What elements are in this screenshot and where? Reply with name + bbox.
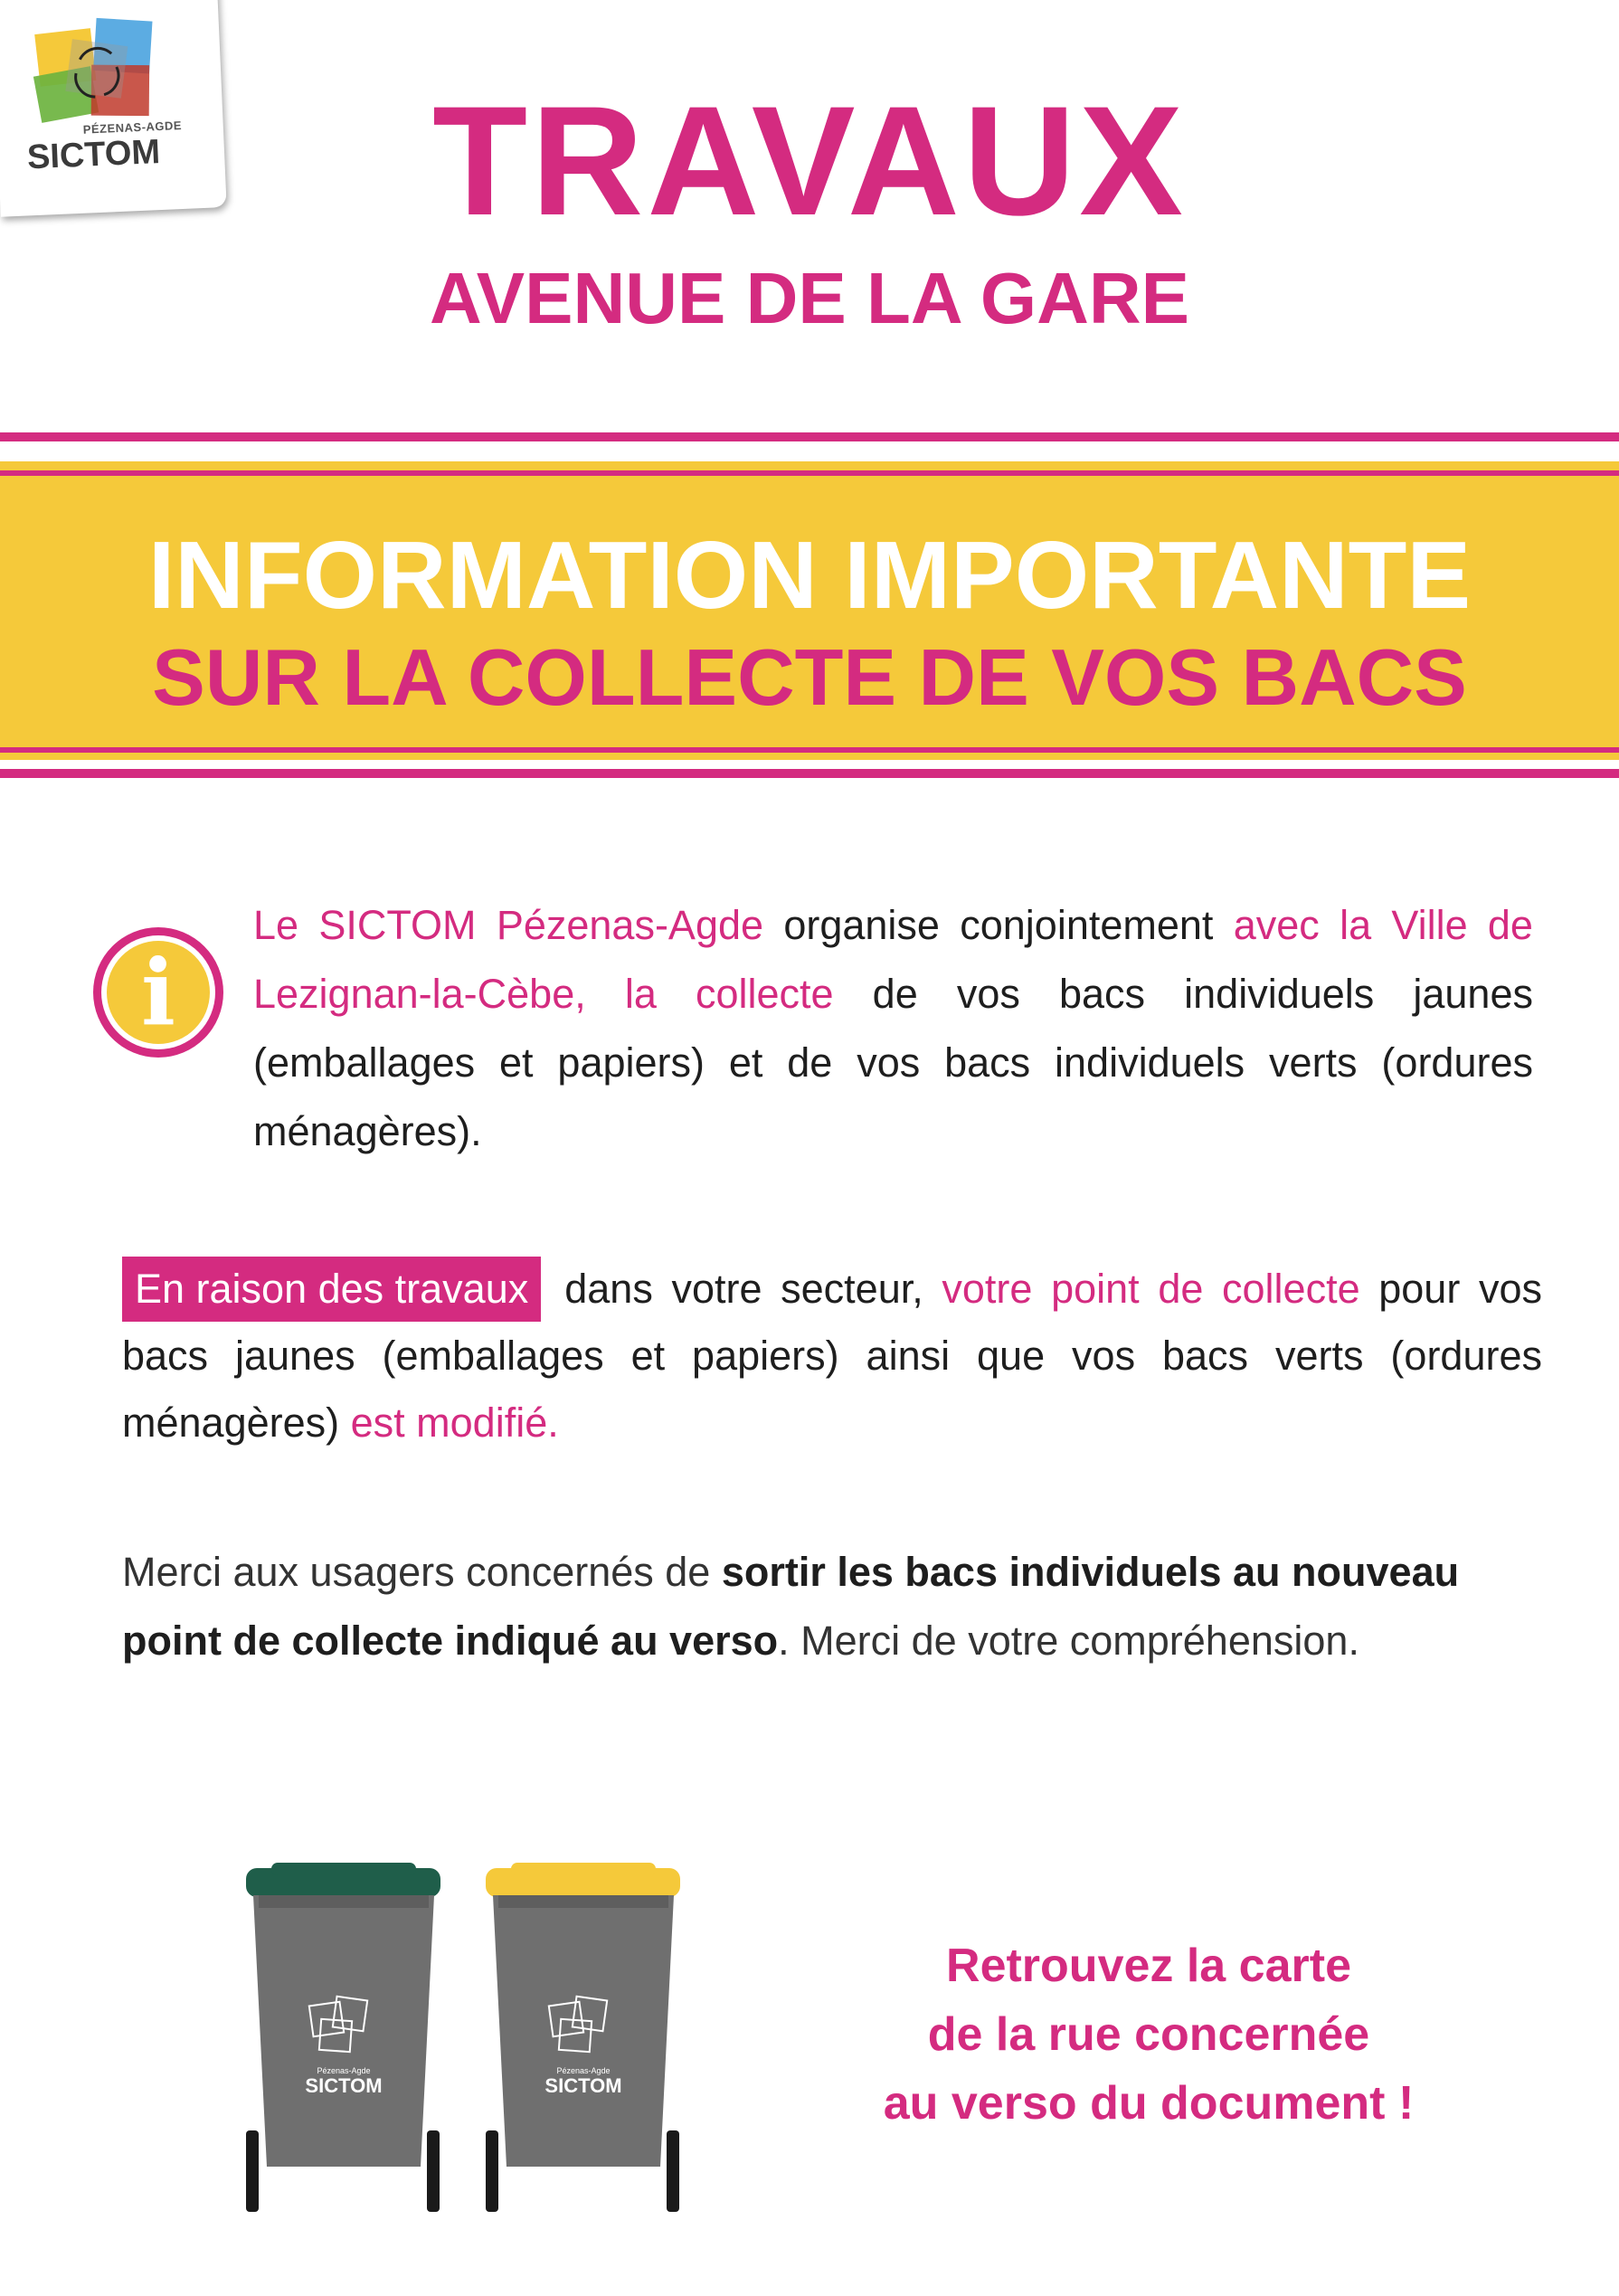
thanks-text-c: . Merci de votre compréhension.	[778, 1618, 1359, 1664]
intro-partner: avec la Ville de Lezignan-la-Cèbe, la collecte	[253, 902, 1533, 1017]
notice-collection-point: votre point de collecte	[942, 1266, 1360, 1312]
banner-heading: INFORMATION IMPORTANTE	[147, 522, 1472, 629]
svg-text:Pézenas-Agde: Pézenas-Agde	[556, 2066, 611, 2075]
cta-line-3: au verso du document !	[883, 2077, 1415, 2130]
call-to-action	[796, 1931, 1501, 2138]
cta-line-2: de la rue concernée	[927, 2008, 1370, 2061]
intro-rest: de vos bacs individuels jaunes (emballages et papiers) et de vos bacs individuels verts (ordures ménagères).	[253, 971, 1533, 1154]
banner-top-stripe	[0, 432, 1619, 441]
banner-inner-bottom-stripe	[0, 747, 1619, 753]
intro-paragraph	[253, 891, 1533, 1166]
thanks-paragraph	[122, 1538, 1506, 1675]
notice-text-c: pour vos bacs jaunes (emballages et papiers) ainsi que vos bacs verts (ordures ménagères)	[122, 1266, 1542, 1446]
info-icon-letter: i	[141, 939, 175, 1046]
green-bin-icon	[246, 1863, 440, 2212]
page-title: TRAVAUX	[432, 74, 1187, 248]
logo-subname: PÉZENAS-AGDE	[82, 118, 183, 137]
banner-subheading: SUR LA COLLECTE DE VOS BACS	[152, 632, 1467, 722]
info-icon	[90, 925, 226, 1060]
thanks-instruction: sortir les bacs individuels au nouveau point de collecte indiqué au verso	[122, 1549, 1460, 1664]
banner-inner-top-stripe	[0, 470, 1619, 476]
notice-paragraph	[122, 1256, 1542, 1456]
intro-verb: organise conjointement	[763, 902, 1234, 948]
green-bin-label: SICTOM	[305, 2074, 383, 2097]
intro-org: Le SICTOM Pézenas-Agde	[253, 902, 764, 948]
waste-bins-illustration	[235, 1859, 705, 2221]
notice-modified: est modifié.	[350, 1399, 559, 1446]
page-subtitle: AVENUE DE LA GARE	[429, 258, 1190, 338]
thanks-text-a: Merci aux usagers concernés de	[122, 1549, 722, 1595]
yellow-bin-icon	[486, 1863, 680, 2212]
logo-name: SICTOM	[26, 133, 161, 177]
banner-bottom-stripe	[0, 769, 1619, 778]
yellow-bin-label: SICTOM	[544, 2074, 622, 2097]
cta-line-1: Retrouvez la carte	[946, 1940, 1351, 1992]
notice-text-a: dans votre secteur,	[564, 1266, 942, 1312]
notice-highlight: En raison des travaux	[122, 1257, 541, 1322]
svg-text:Pézenas-Agde: Pézenas-Agde	[317, 2066, 371, 2075]
